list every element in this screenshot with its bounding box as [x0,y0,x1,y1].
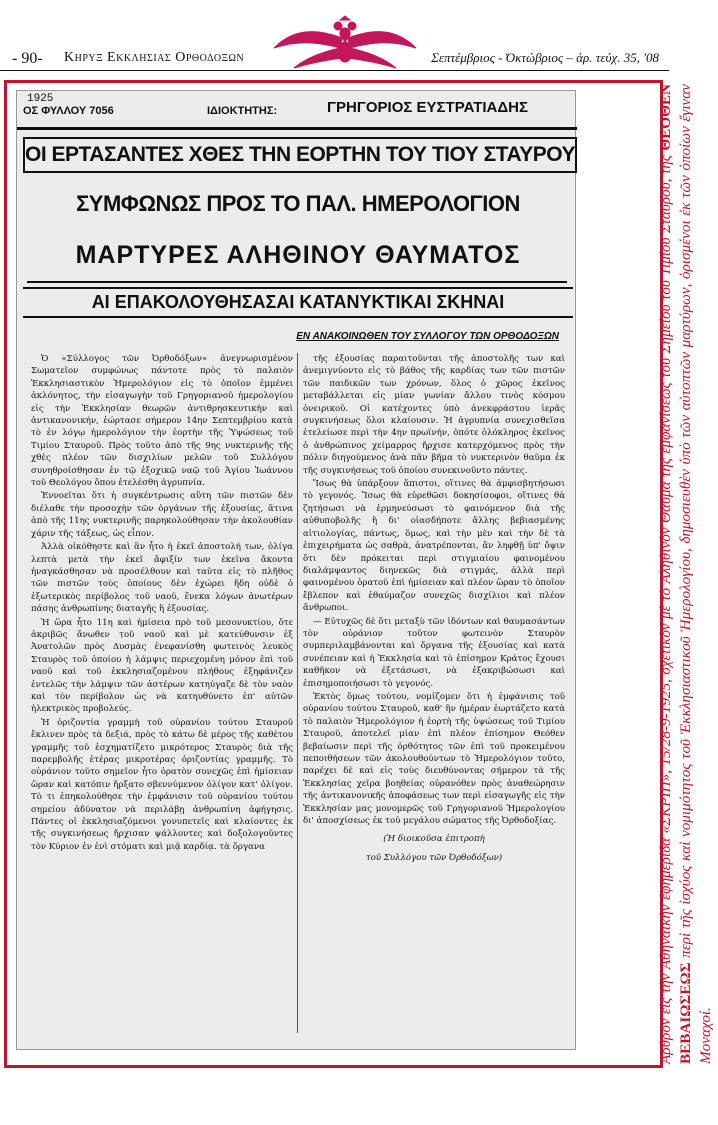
page-number: - 90- [12,50,43,67]
paragraph: Ἐννοεῖται ὅτι ἡ συγκέντρωσις αὕτη τῶν πιστῶν δὲν διέλαθε τὴν προσοχὴν τῶν ὀργάνων τῆς ἐξουσίας, ἅτινα ἀπὸ τῆς 11ης νυκτερινῆς παρηκολούθησαν τὴν ἀκολουθίαν χάριν τῆς τάξεως, ὡς εἶπον. [31,491,293,539]
owner-label: ΙΔΙΟΚΤΗΤΗΣ: [207,105,278,117]
sheet-number: ΟΣ ΦΥΛΛΟΥ 7056 [23,105,114,117]
signature-line: (Ἡ διοικοῦσα ἐπιτροπὴ [383,834,485,845]
caption-emphasis: ΘΕΟΘΕΝ ΒΕΒΑΙΩΣΕΩΣ [657,84,694,1064]
paragraph: Ἀλλὰ οἰκόθηστε καὶ ἂν ἦτο ἡ ἐκεῖ ἀποστολή των, ὀλίγα λεπτὰ μετὰ τὴν ἐκεῖ ἄφιξίν των ἐκεῖνα ἄκοντα ἠναγκάσθησαν νὰ προσέλθουν καὶ ταῦτα εἰς τὸ πλῆθος τῶν πιστῶν τοὺς ὁποίους δὲν ἐχώρει ἤδη οὐδὲ ὁ ἐξωτερικὸς περίβολος τοῦ ναοῦ, ἕνεκα λόγων ἀνωτέρων πάσης ἀνθρωπίνης διαταγῆς ἢ ἐξουσίας. [31,542,293,615]
owner-name: ΓΡΗΓΟΡΙΟΣ ΕΥΣΤΡΑΤΙΑΔΗΣ [327,99,528,116]
caption-text: Ἄρθρον εἰς τὴν Ἀθηναϊκὴν ἐφημερίδα «ΣΚΡΙΠ», 15/28-9-1925, σχετικὸν μὲ τὸ Ἀληθινὸν Θαῦμα τῆς ἐμφανίσεως τοῦ Σημείου τοῦ Τιμίου Σταυροῦ, τῆς [657,150,674,1064]
headline-main: ΟΙ ΕΡΤΑΣΑΝΤΕΣ ΧΘΕΣ ΤΗΝ ΕΟΡΤΗΝ ΤΟΥ ΤΙΟΥ ΣΤΑΥΡΟΥ [23,137,577,173]
headline-witnesses: ΜΑΡΤΥΡΕΣ ΑΛΗΘΙΝΟΥ ΘΑΥΜΑΤΟΣ [75,241,521,269]
paragraph: Ἐκτὸς ὅμως τούτου, νομίζομεν ὅτι ἡ ἐμφάνισις τοῦ οὐρανίου τούτου Σταυροῦ, καθ' ἣν ἡμέραν ἑωρτάζετο κατὰ τὸ παλαιὸν Ἡμερολόγιον ἡ ἑορτὴ τῆς ὑψώσεως τοῦ Τιμίου Σταυροῦ, ἀποτελεῖ μίαν ἐπὶ πλέον ἐπίσημον Θεόθεν βεβαίωσιν περὶ τῆς ὀρθότητος τῶν ἐπὶ τοῦ προκειμένου πεποιθήσεων τῶν ἀκολουθούντων τὸ Ἡμερολόγιον τοῦτο, παρέχει δὲ καὶ εἰς τοὺς διευθύνοντας σήμερον τὰ τῆς Ἐκκλησίας χεῖρα βοηθείας οὐρανόθεν πρὸς ἀναθεώρησιν τῆς ἀντικανονικῆς ἀποφάσεως των περὶ εἰσαγωγῆς εἰς τὴν Ἐκκλησίαν μας μονομερῶς τοῦ Γρηγοριανοῦ Ἡμερολογίου δι' ἀποσχίσεως ἐκ τοῦ μεγάλου σώματος τῆς Ὀρθοδοξίας. [303,691,565,827]
newspaper-masthead [17,91,577,131]
headline-announcement: ΕΝ ΑΝΑΚΟΙΝΩΘΕΝ ΤΟΥ ΣΥΛΛΟΓΟΥ ΤΩΝ ΟΡΘΟΔΟΞΩΝ [296,331,559,342]
headline-calendar: ΣΥΜΦΩΝΩΣ ΠΡΟΣ ΤΟ ΠΑΛ. ΗΜΕΡΟΛΟΓΙΟΝ [76,191,520,216]
paragraph: τῆς ἐξουσίας παραιτοῦνται τῆς ἀποστολῆς των καὶ ἀνεμιγνύοντο εἰς τὸ βάθος τῆς καρδίας των τῶν πιστῶν τῶν παιδικῶν των χρόνων, ὅλος ὁ χῶρος ἐκεῖνος μεταβάλλεται εἰς μίαν γωνίαν ἄλλου τινὸς κόσμου ὀνειρικοῦ. Οἱ κατέχοντες ὑπὸ ἀνεκφράστου ἱερᾶς συγκινήσεως ὅλοι κλαίουσιν. Ἡ ἀγρυπνία συνεχισθεῖσα ἐτελείωσε περὶ τὴν 4ην πρωϊνήν, ὁπότε ὁλόκληρος ἐκεῖνος ὁ ἀνθρώπινος χείμαρρος ἤρχισε κατερχόμενος πρὸς τὴν πόλιν διηγούμενος ἀνὰ πᾶν βῆμα τὸ νυκτερινὸν θαῦμα ἐκ τῆς συγκινήσεως τοῦ ὁποίου συνεκινοῦντο πάντες. [303,354,565,476]
vertical-caption [656,84,718,1064]
column-divider [297,353,298,1033]
paragraph: Ἡ ὁριζοντία γραμμὴ τοῦ οὐρανίου τούτου Σταυροῦ ἔκλινεν πρὸς τὰ δεξιά, πρὸς τὸ κάτω δὲ μέρος τῆς καθέτου γραμμῆς τοῦ ἐσχηματίζετο μικρότερος Σταυρὸς διὰ τῆς παρεμβολῆς ἑτέρας μικροτέρας ὁριζοντίας γραμμῆς. Τὸ οὐράνιον τοῦτο σημεῖον ἦτο ὁρατὸν συνεχῶς ἐπὶ ἡμίσειαν ὥραν καὶ κατόπιν ἤρξατο σβεννύμενον ὀλίγον κατ' ὀλίγον. Τὸ τι ἐπηκολούθησε τὴν ἐμφάνισιν τοῦ οὐρανίου τούτου σημείου ἀδύνατον νὰ περιλάβῃ ἀνθρωπίνη ἀφήγησις. Πάντες οἱ ἐκκλησιαζόμενοι γονυπετεῖς καὶ κλαίοντες ἐκ τῆς συγκινήσεως ἤρχισαν ψάλλοντες καὶ δοξολογοῦντες τὸν Κύριον ἐν ἑνὶ στόματι καὶ μιᾷ καρδίᾳ. τὰ ὄργανα [31,717,293,852]
article-column-right [303,353,565,1043]
paragraph: Ὁ «Σύλλογος τῶν Ὀρθοδόξων» ἀνεγνωρισμένον Σωματεῖον συμφώνως πάντοτε πρὸς τὸ παλαιὸν Ἐκκλησιαστικὸν Ἡμερολόγιον εἰς τὸ ὁποῖον ἐμμένει ἀκλόνητος, τὴν εἰσαγωγὴν τοῦ Γρηγοριανοῦ ἡμερολογίου εἰς τὴν Ἐκκλησίαν θεωρῶν ἀντιθρησκευτικὴν καὶ ἀντικανονικήν, ἑώρτασε σήμερον 14ην Σεπτεμβρίου κατὰ τὸ ἐν λόγῳ ἡμερολόγιον τὴν ἑορτὴν τῆς Ὑψώσεως τοῦ Τιμίου Σταυροῦ. Πρὸς τοῦτο ἀπὸ τῆς 9ης νυκτερινῆς τῆς χθὲς πλέον τῶν δισχιλίων μελῶν τοῦ Συλλόγου συνηθροίσθησαν ἐν τῷ ἐξοχικῷ ναῷ τοῦ Ἁγίου Ἰωάννου τοῦ Θεολόγου ὅπου ἐτελέσθη ἀγρυπνία. [31,354,293,489]
signature-line: τοῦ Συλλόγου τῶν Ὀρθοδόξων) [365,852,503,863]
headline-scenes: ΑΙ ΕΠΑΚΟΛΟΥΘΗΣΑΣΑΙ ΚΑΤΑΝΥΚΤΙΚΑΙ ΣΚΗΝΑΙ [23,287,573,318]
caption-text: περὶ τῆς ἰσχύος καὶ νομιμότητος τοῦ Ἐκκλησιαστικοῦ Ἡμερολογίου, δημοσιευθὲν ὑπὸ τῶν αὐτοπτῶν μαρτύρων, ὁρισμένοι ἐκ τῶν ὁποίων ἔγιναν Μοναχοί. [677,84,714,1064]
clipping-year: 1925 [27,93,54,105]
journal-title: Κηρυξ Εκκλησιας Ορθοδοξων [64,50,245,65]
issue-info: Σεπτέμβριος - Όκτώβριος – ἀρ. τεύχ. 35, '08 [431,50,659,65]
running-header [0,0,669,80]
paragraph: — Εὐτυχῶς δὲ ὅτι μεταξὺ τῶν ἰδόντων καὶ θαυμασάντων τὸν οὐράνιον τοῦτον φωτεινὸν Σταυρὸν συμπεριλαμβάνονται καὶ ὄργανα τῆς ἐξουσίας καὶ κατὰ συνέπειαν καὶ ἡ Ἐκκλησία καὶ τὸ ἐπίσημον Κράτος ἔχουσι καθῆκον νὰ ἐξετάσωσι, νὰ ἐξακριβώσωσι καὶ ἐπισημοποιήσωσι τὸ γεγονός. [303,616,565,689]
newspaper-clipping [16,90,576,1050]
double-headed-eagle-icon [270,18,420,72]
article-column-left [31,353,293,1043]
paragraph: Ἴσως θὰ ὑπάρξουν ἄπιστοι, οἵτινες θὰ ἀμφισβητήσωσι τὸ γεγονός. Ἴσως θὰ εὑρεθῶσι δοκησίσοφοι, οἵτινες θὰ ζητήσωσι νὰ ἑρμηνεύσωσι τὸ φαινόμενον διὰ τῆς αὐθυποβολῆς ἢ δι' οἱασδήποτε ἄλλης βεβιασμένης αἰτιολογίας, πάντως, ὅμως, καὶ τὴν μὲν καὶ τὴν δὲ τὰ ἐπιχειρήματα ὡς σαθρὰ, ἀνατρέπονται, ἂν ληφθῇ ὑπ' ὄψιν ὅτι δὲν πρόκειται περὶ στιγμιαίου φαινομένου διαλάμψαντος διηνεκῶς διὰ στιγμάς, ἀλλὰ περὶ φαινομένου ὁρατοῦ ἐπὶ ἡμίσειαν καὶ πλέον ὥραν τὸ ὁποῖον ἔβλεπον καὶ ἐθαύμαζον συνεχῶς δισχίλιοι καὶ πλέον ἄνθρωποι. [303,479,565,614]
masthead-rule [17,127,577,130]
header-rule [0,70,669,71]
paragraph: Ἡ ὥρα ἦτο 11η καὶ ἡμίσεια πρὸ τοῦ μεσονυκτίου, ὅτε ἀκριβῶς ἄνωθεν τοῦ ναοῦ καὶ μὲ κατεύθυνσιν ἐξ Ἀνατολῶν πρὸς Δυσμὰς ἐνεφανίσθη φωτεινὸς λευκὸς Σταυρὸς τοῦ ὁποίου ἡ λάμψις περιεχομένη μόνον ἐπὶ τοῦ ναοῦ καὶ τοῦ ἐκκλησιαζομένου πλήθους ἐξηφάνιζεν ἐντελῶς τὴν λάμψιν τῶν ἀστέρων κατηύγαζε δὲ τὸν ναὸν καὶ τὸν περίβολον ὡς νὰ κατηυθύνετο ἐπ' αὐτῶν ἠλεκτρικὸς προβολεύς. [31,617,293,715]
headline-rule [27,281,567,283]
